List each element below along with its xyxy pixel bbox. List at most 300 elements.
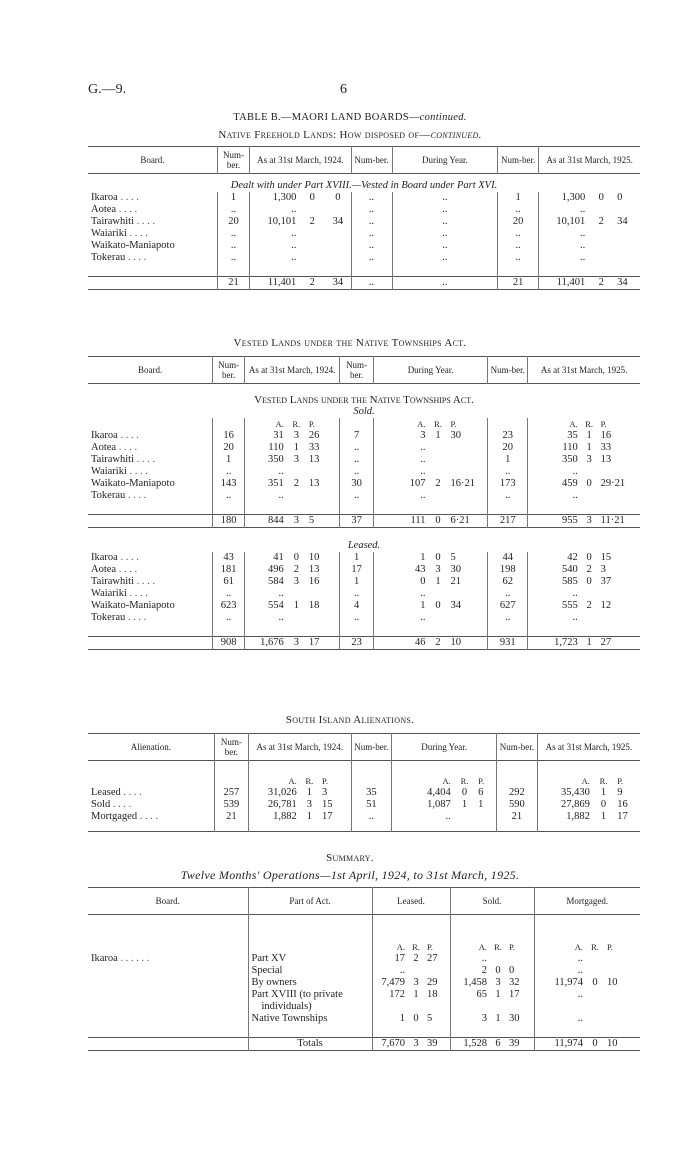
- total-cell: 11,401: [556, 277, 586, 288]
- table-cell: 0: [617, 192, 623, 203]
- table-cell: [614, 228, 640, 240]
- table-cell: 3: [420, 430, 426, 441]
- table-cell: [448, 466, 488, 478]
- table-cell: ..: [488, 490, 528, 502]
- table-cell: ..: [217, 240, 249, 252]
- part-of-act: Part XVIII (to private: [248, 989, 372, 1001]
- alienation-label: Sold . . . .: [88, 799, 214, 811]
- table-cell: 2: [481, 965, 487, 976]
- table-cell: 257: [214, 787, 248, 799]
- table-cell: 20: [213, 442, 245, 454]
- table-cell: 20: [498, 216, 539, 228]
- col-1924: As at 31st March, 1924.: [248, 734, 351, 761]
- table-cell: ..: [420, 490, 426, 501]
- table-cell: [306, 612, 340, 624]
- part-of-act: Special: [248, 965, 372, 977]
- table-cell: [287, 490, 306, 502]
- table-cell: [506, 1001, 534, 1013]
- table-cell: ..: [488, 612, 528, 624]
- table-cell: [604, 989, 640, 1001]
- table-cell: 35,430: [560, 787, 590, 798]
- table-cell: 2: [293, 478, 299, 489]
- table-cell: 20: [217, 216, 249, 228]
- table-cell: 30: [448, 564, 488, 576]
- total-cell: 7,670: [381, 1038, 405, 1049]
- table-cell: 1: [399, 1013, 405, 1024]
- total-cell: 46: [414, 637, 426, 648]
- table-cell: 26,781: [267, 799, 297, 810]
- table-cell: ..: [392, 228, 498, 240]
- table-cell: ..: [340, 442, 374, 454]
- table-cell: [598, 588, 640, 600]
- table-row: [88, 612, 640, 624]
- table-cell: ..: [445, 811, 451, 822]
- total-cell: 180: [213, 515, 245, 528]
- table-cell: ..: [577, 965, 583, 976]
- total-cell: 217: [488, 515, 528, 528]
- table-row: [88, 454, 640, 466]
- summary-subtitle: Twelve Months' Operations—1st April, 1924, to 31st March, 1925.: [180, 868, 520, 882]
- table-cell: 3: [293, 576, 299, 587]
- table-cell: ..: [291, 228, 297, 239]
- table-cell: ..: [340, 454, 374, 466]
- table-cell: 0: [495, 965, 501, 976]
- table-cell: [428, 612, 447, 624]
- table-cell: [586, 1001, 604, 1013]
- table-cell: [450, 1001, 490, 1013]
- table-cell: 0: [461, 787, 468, 798]
- table-cell: 13: [306, 564, 340, 576]
- col-board: Board.: [88, 888, 248, 915]
- summary-title: Summary.: [326, 852, 374, 864]
- table-cell: ..: [572, 466, 578, 477]
- table-cell: 11,974: [554, 977, 583, 988]
- table-cell: ..: [213, 466, 245, 478]
- table-cell: 18: [306, 600, 340, 612]
- part-of-act: By owners: [248, 977, 372, 989]
- table-cell: 27: [424, 953, 450, 965]
- total-cell: 6·21: [448, 515, 488, 528]
- table-cell: 3: [306, 799, 313, 810]
- table-cell: ..: [340, 466, 374, 478]
- table-cell: 1: [600, 811, 607, 822]
- col-during: During Year.: [392, 734, 497, 761]
- table-cell: [372, 1001, 408, 1013]
- table-cell: ..: [217, 228, 249, 240]
- table-cell: 23: [488, 430, 528, 442]
- table-cell: [604, 1001, 640, 1013]
- board-name: Tokerau . . . .: [88, 612, 213, 624]
- total-cell: 2: [309, 277, 315, 288]
- table-cell: 1: [293, 442, 299, 453]
- total-cell: 11,401: [267, 277, 297, 288]
- table-cell: 35: [567, 430, 578, 441]
- table-cell: [588, 240, 614, 252]
- total-cell: 2: [598, 277, 604, 288]
- table-cell: 1: [495, 1013, 501, 1024]
- table-cell: 2: [435, 478, 441, 489]
- south-island-table: Alienation. Num-ber. As at 31st March, 1924. Num-ber. During Year. Num-ber. As at 31st March, 1925. A. R. P. A. R. P. A. R. P. Leased . . . . 257 31,026 1 3 35 4,404 0 6 292 35,430 1 9 Sold . . . . 539 26,781 3 15 51 1,087 1 1 590 27,869 0 16 Mortgaged . . . . 21 1,882 1 17 .. .. 21 1,882 1 17: [88, 733, 640, 832]
- table-row: [88, 252, 640, 264]
- table-cell: [448, 612, 488, 624]
- table-cell: 15: [600, 552, 612, 563]
- total-cell: 10: [448, 637, 488, 650]
- table-cell: 13: [600, 454, 612, 465]
- table-cell: [588, 204, 614, 216]
- table-cell: 1: [413, 989, 419, 1000]
- table-cell: [614, 252, 640, 264]
- table-row: [88, 811, 640, 823]
- table-cell: 17: [340, 564, 374, 576]
- total-cell: 37: [340, 515, 374, 528]
- table-cell: ..: [278, 466, 284, 477]
- col-number: Num-ber.: [351, 147, 392, 174]
- table-cell: 350: [561, 454, 578, 465]
- table-cell: 590: [497, 799, 538, 811]
- table-row: [88, 799, 640, 811]
- table-cell: 2: [598, 216, 604, 227]
- table-cell: 34: [617, 216, 628, 227]
- table-cell: [588, 228, 614, 240]
- table-cell: 21: [448, 576, 488, 588]
- table-cell: ..: [498, 228, 539, 240]
- table-cell: ..: [392, 204, 498, 216]
- table-cell: [588, 252, 614, 264]
- table-cell: 1: [340, 552, 374, 564]
- table-cell: ..: [577, 989, 583, 1000]
- total-cell: 908: [213, 637, 245, 650]
- table-row: [88, 600, 640, 612]
- table-cell: [428, 454, 447, 466]
- table-row: [88, 787, 640, 799]
- board-name: Waiariki . . . .: [88, 466, 213, 478]
- table-cell: 3: [319, 787, 351, 799]
- table-cell: ..: [572, 588, 578, 599]
- table-cell: ..: [399, 965, 405, 976]
- table-cell: [299, 252, 325, 264]
- table-cell: ..: [498, 240, 539, 252]
- col-number: Num-ber.: [488, 357, 528, 384]
- board-name: Waikato-Maniapoto: [88, 478, 213, 490]
- table-cell: [424, 1001, 450, 1013]
- table-cell: 627: [488, 600, 528, 612]
- table-cell: ..: [217, 252, 249, 264]
- table-cell: 43: [213, 552, 245, 564]
- table-cell: 1: [420, 552, 426, 563]
- board-name: Ikaroa . . . . . .: [88, 953, 248, 965]
- total-cell: 955: [561, 515, 578, 526]
- table-cell: 0: [293, 552, 299, 563]
- table-cell: 3: [600, 564, 606, 575]
- summary-table: Board. Part of Act. Leased. Sold. Mortgaged. A. R. P. A. R. P. A. R. P. Ikaroa . . . . . . Part XV 17 2 27 .. .. Special .. 2 0 0 .. By owners 7,479 3 29 1,458 3 32 11,974 0 10 Part XVIII (to private 172 1 18 65 1 17 .. individuals) Native Townships 1 0 5 3 1 30 .. Totals 7,670 3 39 1,528 6 39 11,974 0 10: [88, 887, 640, 1051]
- table-cell: [325, 204, 351, 216]
- table-cell: 107: [409, 478, 426, 489]
- section-subtitle: Vested Lands under the Native Townships Act.: [254, 394, 474, 406]
- total-cell: 3: [293, 637, 299, 648]
- col-number: Num-ber.: [217, 147, 249, 174]
- table-cell: ..: [392, 252, 498, 264]
- table-cell: [614, 204, 640, 216]
- table-cell: ..: [278, 588, 284, 599]
- table-cell: [475, 811, 496, 823]
- table-cell: 18: [424, 989, 450, 1001]
- table-cell: [448, 588, 488, 600]
- board-name: [88, 1001, 248, 1013]
- table-cell: [287, 466, 306, 478]
- table-cell: 173: [488, 478, 528, 490]
- table-cell: 2: [309, 216, 315, 227]
- table-cell: [299, 204, 325, 216]
- table-cell: [448, 442, 488, 454]
- table-cell: 0: [420, 576, 426, 587]
- table-cell: 1: [475, 799, 496, 811]
- table-cell: ..: [291, 204, 297, 215]
- table-cell: [306, 466, 340, 478]
- alienation-label: Mortgaged . . . .: [88, 811, 214, 823]
- table-cell: 5: [424, 1013, 450, 1025]
- table-cell: 16: [306, 576, 340, 588]
- table-cell: 20: [488, 442, 528, 454]
- table-cell: 33: [306, 442, 340, 454]
- table-cell: ..: [351, 228, 392, 240]
- total-row: [88, 1038, 640, 1051]
- board-name: Ikaroa . . . .: [88, 430, 213, 442]
- table-cell: [306, 588, 340, 600]
- table-cell: 30: [506, 1013, 534, 1025]
- table-cell: ..: [420, 588, 426, 599]
- table-cell: 37: [600, 576, 612, 587]
- board-name: Aotea . . . .: [88, 564, 213, 576]
- table-cell: [325, 240, 351, 252]
- board-name: [88, 977, 248, 989]
- page-reference: G.—9.: [88, 82, 127, 97]
- table-cell: 1: [306, 811, 313, 822]
- table-cell: [299, 240, 325, 252]
- table-cell: ..: [213, 612, 245, 624]
- table-cell: 51: [351, 799, 392, 811]
- col-during: During Year.: [392, 147, 498, 174]
- table-cell: ..: [340, 490, 374, 502]
- table-row: [88, 192, 640, 204]
- table-cell: [598, 490, 640, 502]
- col-alienation: Alienation.: [88, 734, 214, 761]
- total-cell: 111: [410, 515, 426, 526]
- table-cell: [490, 953, 506, 965]
- table-cell: 44: [488, 552, 528, 564]
- table-cell: 351: [268, 478, 284, 489]
- total-cell: 27: [600, 637, 612, 648]
- table-cell: [424, 965, 450, 977]
- table-cell: 35: [351, 787, 392, 799]
- total-cell: 1,528: [463, 1038, 487, 1049]
- subsection-label: Leased.: [347, 540, 381, 551]
- table-cell: 1: [213, 454, 245, 466]
- subsection-label: Sold.: [353, 406, 375, 417]
- table-row: [88, 466, 640, 478]
- table-cell: ..: [392, 216, 498, 228]
- total-cell: ..: [392, 277, 498, 290]
- col-number: Num-ber.: [497, 734, 538, 761]
- subsection-label: Dealt with under Part XVIII.—Vested in Board under Part XVI.: [230, 180, 498, 191]
- table-cell: 30: [448, 430, 488, 442]
- table-cell: [299, 228, 325, 240]
- table-cell: 7: [340, 430, 374, 442]
- freehold-table: [88, 146, 640, 290]
- table-cell: [428, 490, 447, 502]
- table-cell: ..: [291, 252, 297, 263]
- table-cell: 10,101: [556, 216, 586, 227]
- board-name: Waiariki . . . .: [88, 228, 217, 240]
- total-cell: 21: [217, 277, 249, 290]
- table-cell: ..: [213, 490, 245, 502]
- table-cell: 17: [617, 811, 628, 822]
- part-of-act: individuals): [248, 1001, 372, 1013]
- table-cell: [428, 466, 447, 478]
- table-cell: 21: [214, 811, 248, 823]
- col-number: Num-ber.: [340, 357, 374, 384]
- total-cell: 2: [435, 637, 441, 648]
- table-cell: ..: [392, 192, 498, 204]
- table-cell: [325, 228, 351, 240]
- table-cell: 0: [598, 192, 604, 203]
- table-cell: 17: [319, 811, 351, 823]
- table-cell: [604, 965, 640, 977]
- total-cell: 11,974: [554, 1038, 583, 1049]
- total-cell: 5: [306, 515, 340, 528]
- table-cell: 61: [213, 576, 245, 588]
- table-cell: 1: [461, 799, 468, 810]
- table-cell: 3: [495, 977, 501, 988]
- table-cell: 1,458: [463, 977, 487, 988]
- table-cell: [408, 1001, 424, 1013]
- table-cell: ..: [351, 811, 392, 823]
- table-cell: 1: [488, 454, 528, 466]
- table-cell: 1: [586, 442, 592, 453]
- table-cell: ..: [488, 466, 528, 478]
- total-cell: 10: [607, 1038, 618, 1049]
- table-cell: 110: [562, 442, 578, 453]
- col-1925: As at 31st March, 1925.: [546, 155, 633, 165]
- table-cell: 3: [413, 977, 419, 988]
- total-cell: 17: [306, 637, 340, 650]
- total-cell: 1,723: [554, 637, 578, 648]
- page-number: 6: [340, 82, 347, 97]
- table-cell: [586, 965, 604, 977]
- table-cell: [581, 612, 598, 624]
- total-cell: 39: [424, 1038, 450, 1051]
- table-cell: 4: [340, 600, 374, 612]
- table-cell: 459: [561, 478, 578, 489]
- table-row: [88, 204, 640, 216]
- table-cell: ..: [351, 192, 392, 204]
- total-cell: 844: [268, 515, 284, 526]
- total-cell: 931: [488, 637, 528, 650]
- table-cell: 21: [497, 811, 538, 823]
- table-cell: ..: [580, 252, 586, 263]
- table-cell: ..: [572, 490, 578, 501]
- table-cell: 0: [435, 552, 441, 563]
- table-cell: 7,479: [381, 977, 405, 988]
- table-cell: 1: [217, 192, 249, 204]
- table-cell: [604, 1013, 640, 1025]
- table-cell: 1: [340, 576, 374, 588]
- table-cell: 496: [268, 564, 284, 575]
- table-cell: 1,087: [427, 799, 451, 810]
- table-cell: [448, 490, 488, 502]
- col-1925: As at 31st March, 1925.: [540, 365, 628, 375]
- table-row: [88, 977, 640, 989]
- table-cell: 34: [325, 216, 351, 228]
- table-cell: 62: [488, 576, 528, 588]
- table-cell: 12: [600, 600, 612, 611]
- table-cell: 2: [293, 564, 299, 575]
- table-cell: ..: [351, 216, 392, 228]
- col-1924: As at 31st March, 1924.: [245, 357, 340, 384]
- table-cell: 13: [306, 454, 340, 466]
- board-name: Tairawhiti . . . .: [88, 216, 217, 228]
- table-cell: 1: [498, 192, 539, 204]
- table-cell: 2: [586, 600, 592, 611]
- table-cell: [581, 490, 598, 502]
- board-name: Ikaroa . . . .: [88, 552, 213, 564]
- table-row: [88, 240, 640, 252]
- table-cell: 539: [214, 799, 248, 811]
- table-cell: 0: [506, 965, 534, 977]
- table-row: [88, 989, 640, 1001]
- col-leased: Leased.: [372, 888, 450, 915]
- table-row: [88, 430, 640, 442]
- col-number: Num-ber.: [214, 734, 248, 761]
- table-row: [88, 478, 640, 490]
- section-title-vested: Vested Lands under the Native Townships Act.: [233, 337, 467, 349]
- vested-lands-table: Board. Num-ber. As at 31st March, 1924. Num-ber. During Year. Num-ber. As at 31st March, 1925. Vested Lands under the Native Townships Act. Sold. A. R. P. A. R. P. A. R. P. Ikaroa . . . . 16 31 3 26 7 3 1 30 23 35 1 16 Aotea . . . . 20 110 1 33 .. .. 20 110 1 33 Tairawhiti . . . . 1 350 3 13 .. .. 1 350 3 13 Waiariki . . . . .. .. .. .. .. .. Waikato-Maniapoto 143 351 2 13 30 107 2 16·21 173 459 0 29·21 Tokerau . . . . .. .. .. .. .. .. 180 844 3 5 37 111 0 6·21 217 955 3 11·21 Leased. Ikaroa . . . . 43 41 0 10 1 1 0 5 44 42 0 15 Aotea . . . . 181 496 2 13 17 43 3 30 198 540 2 3 Tairawhiti . . . . 61 584 3 16 1 0 1 21 62 585 0 37 Waiariki . . . . .. .. .. .. .. .. Waikato-Maniapoto 623 554 1 18 4 1 0 34 627 555 2 12 Tokerau . . . . .. .. .. .. .. .. 908 1,676 3 17 23 46 2 10 931 1,723 1 27: [88, 356, 640, 650]
- col-board: Board.: [88, 147, 217, 174]
- total-cell: 21: [498, 277, 539, 290]
- table-cell: 585: [561, 576, 578, 587]
- table-cell: 3: [293, 454, 299, 465]
- table-cell: 30: [340, 478, 374, 490]
- table-cell: 15: [319, 799, 351, 811]
- table-cell: [604, 953, 640, 965]
- table-cell: [287, 612, 306, 624]
- table-cell: ..: [213, 588, 245, 600]
- table-cell: [534, 1001, 586, 1013]
- table-cell: 1: [435, 430, 441, 441]
- col-1925: As at 31st March, 1925.: [545, 742, 633, 752]
- col-part: Part of Act.: [248, 888, 372, 915]
- table-cell: ..: [351, 240, 392, 252]
- table-row: [88, 490, 640, 502]
- table-row: [88, 216, 640, 228]
- table-cell: ..: [351, 252, 392, 264]
- table-cell: 0: [600, 799, 607, 810]
- table-cell: 555: [561, 600, 578, 611]
- total-row: [88, 277, 640, 290]
- table-cell: 16: [600, 430, 612, 441]
- table-cell: ..: [577, 1013, 583, 1024]
- table-cell: 3: [481, 1013, 487, 1024]
- table-cell: 1,882: [566, 811, 590, 822]
- table-cell: 16·21: [448, 478, 488, 490]
- table-row: [88, 564, 640, 576]
- alienation-label: Leased . . . .: [88, 787, 214, 799]
- table-cell: [490, 1001, 506, 1013]
- table-cell: 623: [213, 600, 245, 612]
- col-mortgaged: Mortgaged.: [566, 896, 609, 906]
- table-row: [88, 1013, 640, 1025]
- table-cell: ..: [580, 204, 586, 215]
- board-name: [88, 1013, 248, 1025]
